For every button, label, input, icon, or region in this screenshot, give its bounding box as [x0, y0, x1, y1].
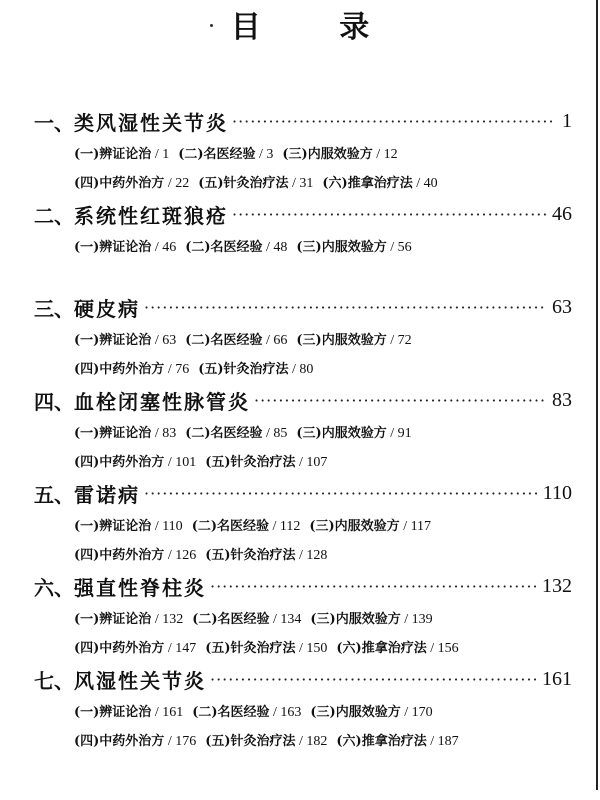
section-title: (四)中药外治方	[74, 455, 165, 470]
section-title: (二)名医经验	[191, 519, 269, 534]
chapter-title: 硬皮病	[74, 296, 140, 321]
section-list	[0, 324, 600, 384]
section-title: (五)针灸治疗法	[205, 548, 296, 563]
section-entry[interactable]	[205, 548, 327, 563]
section-page-number: / 139	[400, 612, 433, 627]
section-title: (四)中药外治方	[74, 734, 165, 749]
section-entry[interactable]	[309, 519, 431, 534]
section-row	[74, 326, 600, 355]
section-title: (三)内服效验方	[296, 426, 387, 441]
dot-leader	[210, 577, 536, 596]
section-title: (一)辨证论治	[74, 147, 152, 162]
chapter-number: 四、	[34, 389, 74, 414]
section-page-number: / 40	[412, 176, 438, 191]
chapter-title: 风湿性关节炎	[74, 668, 206, 693]
section-title: (二)名医经验	[185, 333, 263, 348]
section-entry[interactable]	[192, 705, 301, 720]
section-page-number: / 176	[164, 734, 197, 749]
section-list	[0, 696, 600, 756]
dot-leader	[254, 391, 546, 410]
chapter-heading[interactable]	[0, 662, 600, 696]
dot-leader	[144, 484, 537, 503]
section-title: (五)针灸治疗法	[205, 455, 296, 470]
section-title: (三)内服效验方	[309, 519, 400, 534]
toc-chapter[interactable]	[0, 383, 600, 476]
section-entry[interactable]	[310, 612, 432, 627]
section-entry[interactable]	[74, 362, 189, 377]
section-entry[interactable]	[185, 240, 287, 255]
section-page-number: / 46	[151, 240, 177, 255]
section-entry[interactable]	[74, 176, 189, 191]
section-page-number: / 126	[164, 548, 197, 563]
section-entry[interactable]	[74, 426, 176, 441]
section-entry[interactable]	[322, 176, 437, 191]
chapter-page-number: 83	[552, 388, 572, 411]
section-page-number: / 85	[262, 426, 288, 441]
page-title: 目 录	[230, 10, 404, 45]
section-entry[interactable]	[296, 333, 411, 348]
section-entry[interactable]	[74, 333, 176, 348]
section-entry[interactable]	[185, 426, 287, 441]
chapter-number: 二、	[34, 203, 74, 228]
section-title: (五)针灸治疗法	[205, 734, 296, 749]
section-entry[interactable]	[74, 519, 183, 534]
section-title: (六)推拿治疗法	[336, 641, 427, 656]
section-page-number: / 117	[399, 519, 432, 534]
section-title: (二)名医经验	[192, 705, 270, 720]
section-entry[interactable]	[296, 426, 411, 441]
chapter-number: 六、	[34, 575, 74, 600]
section-title: (三)内服效验方	[296, 333, 387, 348]
section-title: (四)中药外治方	[74, 641, 165, 656]
chapter-number: 五、	[34, 482, 74, 507]
section-row	[74, 698, 600, 727]
section-title: (一)辨证论治	[74, 612, 152, 627]
chapter-number: 七、	[34, 668, 74, 693]
section-title: (一)辨证论治	[74, 426, 152, 441]
section-page-number: / 107	[295, 455, 328, 470]
chapter-page-number: 63	[552, 295, 572, 318]
section-entry[interactable]	[336, 641, 458, 656]
section-title: (一)辨证论治	[74, 333, 152, 348]
section-entry[interactable]	[198, 362, 313, 377]
chapter-page-number: 1	[562, 109, 572, 132]
section-row	[74, 419, 600, 448]
section-title: (三)内服效验方	[296, 240, 387, 255]
chapter-heading[interactable]	[0, 476, 600, 510]
section-page-number: / 150	[295, 641, 328, 656]
section-title: (三)内服效验方	[282, 147, 373, 162]
section-entry[interactable]	[192, 519, 301, 534]
section-entry[interactable]	[192, 612, 301, 627]
toc-chapter[interactable]	[0, 662, 600, 755]
section-list	[0, 603, 600, 663]
chapter-page-number: 46	[552, 202, 572, 225]
section-page-number: / 76	[164, 362, 190, 377]
section-entry[interactable]	[185, 333, 287, 348]
section-entry[interactable]	[74, 147, 169, 162]
section-page-number: / 72	[386, 333, 412, 348]
section-row	[74, 512, 600, 541]
section-row	[74, 541, 600, 570]
section-page-number: / 83	[151, 426, 177, 441]
chapter-page-number: 132	[542, 574, 572, 597]
dot-leader	[144, 298, 546, 317]
section-title: (六)推拿治疗法	[322, 176, 413, 191]
section-page-number: / 63	[151, 333, 177, 348]
section-row	[74, 355, 600, 384]
section-entry[interactable]	[205, 734, 327, 749]
section-page-number: / 128	[295, 548, 328, 563]
section-page-number: / 182	[295, 734, 328, 749]
section-entry[interactable]	[74, 455, 196, 470]
section-title: (四)中药外治方	[74, 176, 165, 191]
section-entry[interactable]	[74, 705, 183, 720]
section-row	[74, 448, 600, 477]
chapter-title: 类风湿性关节炎	[74, 110, 228, 135]
section-page-number: / 132	[151, 612, 184, 627]
section-page-number: / 161	[151, 705, 184, 720]
section-title: (二)名医经验	[185, 426, 263, 441]
section-title: (五)针灸治疗法	[198, 362, 289, 377]
section-entry[interactable]	[74, 548, 196, 563]
section-page-number: / 80	[288, 362, 314, 377]
toc-list	[0, 104, 600, 755]
chapter-number: 一、	[34, 110, 74, 135]
section-page-number: / 56	[386, 240, 412, 255]
section-page-number: / 187	[426, 734, 459, 749]
section-page-number: / 101	[164, 455, 197, 470]
section-entry[interactable]	[74, 641, 196, 656]
section-row	[74, 140, 600, 169]
section-entry[interactable]	[178, 147, 273, 162]
toc-chapter[interactable]	[0, 104, 600, 197]
chapter-heading[interactable]	[0, 197, 600, 231]
section-entry[interactable]	[74, 734, 196, 749]
chapter-heading[interactable]	[0, 104, 600, 138]
section-page-number: / 1	[151, 147, 170, 162]
section-row	[74, 727, 600, 756]
section-entry[interactable]	[296, 240, 411, 255]
section-title: (三)内服效验方	[310, 705, 401, 720]
section-title: (一)辨证论治	[74, 519, 152, 534]
chapter-heading[interactable]	[0, 290, 600, 324]
section-page-number: / 134	[269, 612, 302, 627]
section-entry[interactable]	[310, 705, 432, 720]
section-title: (二)名医经验	[192, 612, 270, 627]
section-row	[74, 605, 600, 634]
chapter-title: 雷诺病	[74, 482, 140, 507]
section-row	[74, 169, 600, 198]
section-page-number: / 31	[288, 176, 314, 191]
chapter-page-number: 161	[542, 667, 572, 690]
section-page-number: / 66	[262, 333, 288, 348]
section-title: (一)辨证论治	[74, 705, 152, 720]
chapter-heading[interactable]	[0, 383, 600, 417]
section-title: (一)辨证论治	[74, 240, 152, 255]
dot-leader	[232, 112, 556, 131]
section-page-number: / 147	[164, 641, 197, 656]
section-entry[interactable]	[205, 641, 327, 656]
chapter-title: 系统性红斑狼疮	[74, 203, 228, 228]
section-entry[interactable]	[336, 734, 458, 749]
section-title: (四)中药外治方	[74, 548, 165, 563]
section-entry[interactable]	[74, 240, 176, 255]
section-entry[interactable]	[282, 147, 397, 162]
section-page-number: / 12	[372, 147, 398, 162]
toc-chapter[interactable]	[0, 290, 600, 383]
section-list	[0, 231, 600, 262]
section-entry[interactable]	[198, 176, 313, 191]
section-title: (六)推拿治疗法	[336, 734, 427, 749]
section-page-number: / 22	[164, 176, 190, 191]
section-page-number: / 48	[262, 240, 288, 255]
chapter-page-number: 110	[542, 481, 572, 504]
section-title: (五)针灸治疗法	[198, 176, 289, 191]
dot-leader	[210, 670, 536, 689]
dot-leader	[232, 205, 546, 224]
chapter-title: 强直性脊柱炎	[74, 575, 206, 600]
toc-chapter[interactable]	[0, 197, 600, 290]
section-title: (五)针灸治疗法	[205, 641, 296, 656]
section-page-number: / 156	[426, 641, 459, 656]
section-page-number: / 112	[269, 519, 301, 534]
section-row	[74, 634, 600, 663]
chapter-number: 三、	[34, 296, 74, 321]
section-list	[0, 417, 600, 477]
chapter-heading[interactable]	[0, 569, 600, 603]
section-entry[interactable]	[205, 455, 327, 470]
section-title: (四)中药外治方	[74, 362, 165, 377]
section-list	[0, 510, 600, 570]
section-entry[interactable]	[74, 612, 183, 627]
section-list	[0, 138, 600, 198]
section-page-number: / 110	[151, 519, 183, 534]
toc-chapter[interactable]	[0, 569, 600, 662]
section-title: (二)名医经验	[185, 240, 263, 255]
section-page-number: / 170	[400, 705, 433, 720]
section-page-number: / 163	[269, 705, 302, 720]
section-page-number: / 91	[386, 426, 412, 441]
section-title: (二)名医经验	[178, 147, 256, 162]
toc-chapter[interactable]	[0, 476, 600, 569]
chapter-title: 血栓闭塞性脉管炎	[74, 389, 250, 414]
section-page-number: / 3	[255, 147, 274, 162]
section-title: (三)内服效验方	[310, 612, 401, 627]
section-row	[74, 233, 600, 262]
